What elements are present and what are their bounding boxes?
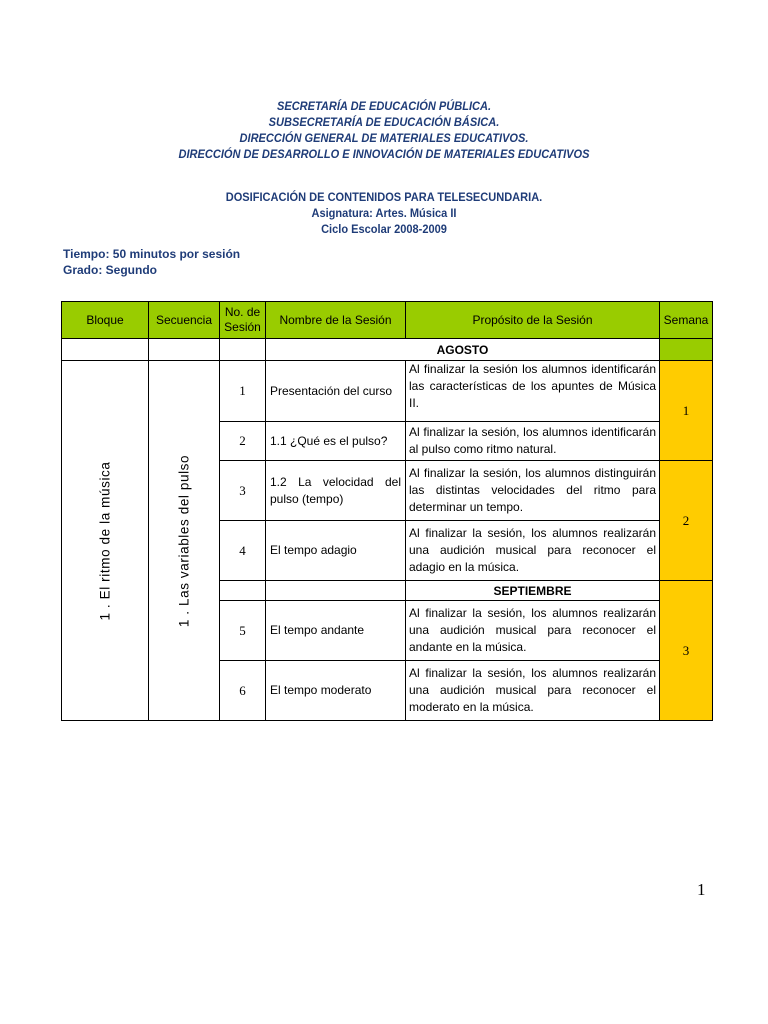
session-purpose: Al finalizar la sesión, los alumnos realizarán una audición musical para reconocer el adagio en la música. [406,521,660,581]
month-septiembre: SEPTIEMBRE [406,581,660,601]
header-proposito: Propósito de la Sesión [406,302,660,339]
session-number: 1 [220,361,266,422]
secuencia-label: 1 . Las variables del pulso [176,454,192,627]
secuencia-cell [149,361,220,721]
table-header-row [62,302,713,339]
session-name: Presentación del curso [266,361,406,422]
session-name: 1.2 La velocidad del pulso (tempo) [266,461,406,521]
bloque-cell [62,361,149,721]
session-name: El tempo adagio [266,521,406,581]
session-purpose: Al finalizar la sesión los alumnos identificarán las características de los apuntes de Música II. [406,361,660,422]
cycle-line: Ciclo Escolar 2008-2009 [321,222,447,236]
document-title: DOSIFICACIÓN DE CONTENIDOS PARA TELESECUNDARIA. [225,190,543,204]
session-number: 3 [220,461,266,521]
header-semana: Semana [660,302,713,339]
header-nombre: Nombre de la Sesión [266,302,406,339]
header-line-dgme: DIRECCIÓN GENERAL DE MATERIALES EDUCATIVOS. [239,131,529,145]
header-line-ddime: DIRECCIÓN DE DESARROLLO E INNOVACIÓN DE MATERIALES EDUCATIVOS [178,147,590,161]
week-3: 3 [660,581,713,721]
session-time: Tiempo: 50 minutos por sesión [63,247,241,261]
session-purpose: Al finalizar la sesión, los alumnos distinguirán las distintas velocidades del ritmo para determinar un tempo. [406,461,660,521]
page-number: 1 [697,880,706,899]
week-1: 1 [660,361,713,461]
month-agosto: AGOSTO [266,339,660,361]
table-row [62,361,713,422]
session-name: 1.1 ¿Qué es el pulso? [266,422,406,461]
session-purpose: Al finalizar la sesión, los alumnos realizarán una audición musical para reconocer el andante en la música. [406,601,660,661]
session-purpose: Al finalizar la sesión, los alumnos identificarán al pulso como ritmo natural. [406,422,660,461]
subject-line: Asignatura: Artes. Música II [311,206,457,220]
header-no-sesion: No. de Sesión [220,302,266,339]
session-number: 5 [220,601,266,661]
week-2: 2 [660,461,713,581]
header-secuencia: Secuencia [149,302,220,339]
session-purpose: Al finalizar la sesión, los alumnos realizarán una audición musical para reconocer el moderato en la música. [406,661,660,721]
header-line-sep: SECRETARÍA DE EDUCACIÓN PÚBLICA. [276,99,492,113]
month-row-agosto [62,339,713,361]
session-name: El tempo moderato [266,661,406,721]
bloque-label: 1 . El ritmo de la música [97,460,113,621]
content-table [61,301,713,721]
session-number: 2 [220,422,266,461]
header-line-seb: SUBSECRETARÍA DE EDUCACIÓN BÁSICA. [268,115,500,129]
session-name: El tempo andante [266,601,406,661]
grade-label: Grado: Segundo [63,263,157,277]
session-number: 6 [220,661,266,721]
session-number: 4 [220,521,266,581]
header-bloque: Bloque [62,302,149,339]
